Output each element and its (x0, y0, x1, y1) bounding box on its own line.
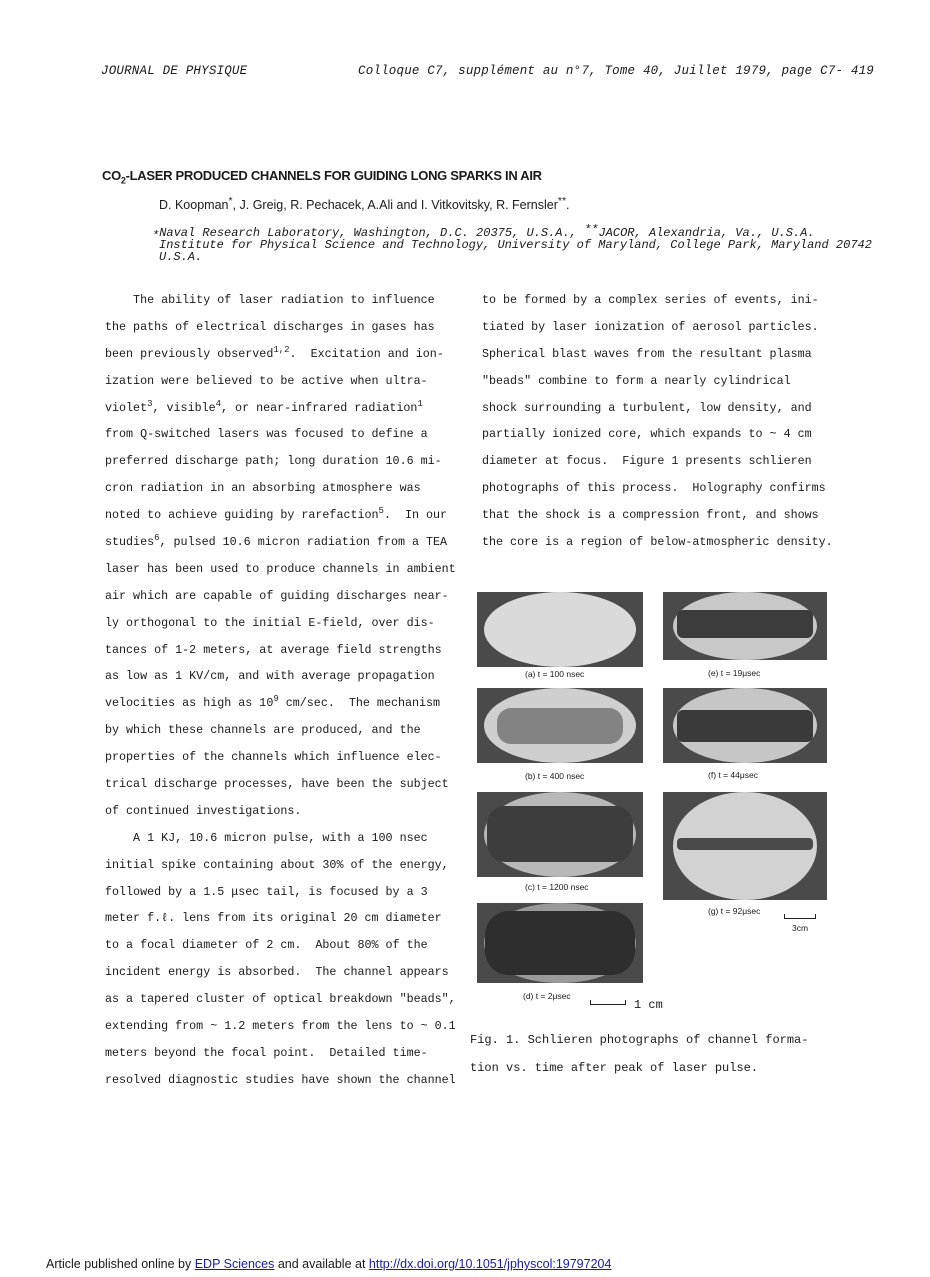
text-span: tances of 1-2 meters, at average field strengths (105, 642, 442, 657)
text-line (105, 852, 455, 879)
panel-e-label: (e) t = 19μsec (708, 668, 761, 678)
text-span: to a focal diameter of 2 cm. About 80% of the (105, 938, 428, 953)
title-rest: -LASER PRODUCED CHANNELS FOR GUIDING LONG SPARKS IN AIR (125, 168, 542, 183)
text-line (105, 932, 455, 959)
text-line (105, 744, 455, 771)
text-span: A 1 KJ, 10.6 micron pulse, with a 100 nsec (105, 830, 428, 845)
text-span: air which are capable of guiding discharges near- (105, 588, 449, 603)
panel-c-label: (c) t = 1200 nsec (525, 882, 589, 892)
text-span: velocities as high as 10 (105, 696, 274, 711)
text-line: to be formed by a complex series of events, ini- (482, 293, 819, 307)
text-span: violet (105, 400, 148, 415)
text-line (105, 556, 455, 583)
panel-b-photo (477, 688, 643, 763)
figure-caption-line-1: Fig. 1. Schlieren photographs of channel forma- (470, 1033, 809, 1047)
text-line (105, 825, 455, 852)
paper-title (102, 168, 542, 186)
panel-g-label: (g) t = 92μsec (708, 906, 761, 916)
panel-d-label: (d) t = 2μsec (523, 991, 571, 1001)
text-line (105, 475, 455, 502)
text-line: shock surrounding a turbulent, low density, and (482, 400, 812, 415)
text-line (105, 905, 455, 932)
scale-bar-large (590, 1000, 626, 1005)
text-line: Spherical blast waves from the resultant plasma (482, 346, 812, 361)
scale-bar-small (784, 914, 816, 919)
text-span: trical discharge processes, have been the subject (105, 777, 449, 792)
title-co: CO (102, 168, 121, 183)
affiliation-jacor: JACOR, Alexandria, Va., U.S.A. (598, 226, 815, 240)
reference-superscript: 4 (215, 398, 222, 409)
text-span: from Q-switched lasers was focused to define a (105, 427, 428, 442)
text-line: tiated by laser ionization of aerosol particles. (482, 319, 819, 334)
text-line (105, 717, 455, 744)
text-span: been previously observed (105, 346, 274, 361)
title-subscript: 2 (120, 175, 126, 186)
colloque-reference: Colloque C7, supplément au n°7, Tome 40, Juillet 1979, page C7- 419 (358, 64, 874, 78)
text-line (105, 368, 455, 395)
text-span: The ability of laser radiation to influence (105, 293, 435, 307)
panel-g-photo (663, 792, 827, 900)
affiliation-mark-1: * (152, 229, 160, 243)
text-line (105, 1040, 455, 1067)
text-line (105, 421, 455, 448)
author-rest: , J. Greig, R. Pechacek, A.Ali and I. Vitkovitsky, R. Fernsler (232, 198, 558, 213)
panel-a-label: (a) t = 100 nsec (525, 669, 585, 679)
left-column (105, 287, 455, 1094)
text-line (105, 798, 455, 825)
reference-superscript: 3 (147, 398, 153, 409)
text-line: photographs of this process. Holography confirms (482, 481, 826, 496)
text-line (105, 341, 455, 368)
reference-superscript: 5 (378, 506, 384, 517)
reference-superscript: 1 (417, 398, 423, 409)
text-line (105, 879, 455, 906)
text-line (105, 986, 455, 1013)
text-span: . In our (383, 508, 448, 523)
text-line (105, 583, 455, 610)
text-span: ization were believed to be active when ultra- (105, 373, 428, 388)
text-span: ly orthogonal to the initial E-field, over dis- (105, 615, 435, 630)
text-line (105, 610, 455, 637)
journal-name: JOURNAL DE PHYSIQUE (101, 64, 248, 78)
author-first: D. Koopman (159, 198, 229, 213)
panel-f-photo (663, 688, 827, 763)
text-span: cron radiation in an absorbing atmosphere was (105, 481, 421, 496)
text-line: partially ionized core, which expands to ~ 4 cm (482, 427, 812, 442)
doi-link[interactable]: http://dx.doi.org/10.1051/jphyscol:19797204 (368, 1257, 612, 1271)
text-line (105, 502, 455, 529)
text-span: of continued investigations. (105, 803, 302, 818)
text-line: "beads" combine to form a nearly cylindrical (482, 373, 791, 388)
text-line (105, 287, 455, 314)
reference-superscript: 1,2 (273, 344, 290, 355)
scale-label-small: 3cm (792, 923, 809, 933)
text-span: properties of the channels which influence elec- (105, 750, 442, 765)
panel-d-photo (477, 903, 643, 983)
panel-e-photo (663, 592, 827, 660)
text-span: laser has been used to produce channels in ambient (105, 561, 456, 576)
text-span: studies (105, 535, 155, 550)
text-span: cm/sec. The mechanism (278, 696, 441, 711)
text-line (105, 959, 455, 986)
text-span: initial spike containing about 30% of the energy, (105, 857, 449, 872)
text-line (105, 771, 455, 798)
footer-prefix: Article published online by (46, 1257, 195, 1271)
text-line (105, 448, 455, 475)
figure-caption-line-2: tion vs. time after peak of laser pulse. (470, 1061, 759, 1075)
text-line (105, 529, 455, 556)
text-span: preferred discharge path; long duration 10.6 mi- (105, 454, 442, 469)
affiliation-line-2: Institute for Physical Science and Technology, University of Maryland, College Park, Maryland 20742 (159, 238, 872, 252)
text-line: the core is a region of below-atmospheric density. (482, 535, 833, 550)
panel-c-photo (477, 792, 643, 877)
text-span: , pulsed 10.6 micron radiation from a TEA (159, 535, 448, 550)
affiliation-mark-2: ** (584, 223, 599, 237)
text-span: the paths of electrical discharges in gases has (105, 319, 435, 334)
text-line: diameter at focus. Figure 1 presents schlieren (482, 454, 812, 469)
text-span: incident energy is absorbed. The channel appears (105, 965, 449, 980)
panel-b-label: (b) t = 400 nsec (525, 771, 585, 781)
text-span: as a tapered cluster of optical breakdown "beads", (105, 992, 456, 1007)
panel-f-label: (f) t = 44μsec (708, 770, 759, 780)
reference-superscript: 9 (273, 694, 279, 705)
text-span: followed by a 1.5 μsec tail, is focused by a 3 (105, 884, 428, 899)
text-line (105, 395, 455, 422)
reference-superscript: 6 (154, 533, 160, 544)
text-span: extending from ~ 1.2 meters from the lens to ~ 0.1 (105, 1019, 456, 1034)
affiliation-line-3: U.S.A. (159, 250, 203, 264)
footer (46, 1257, 611, 1271)
text-span: meters beyond the focal point. Detailed time- (105, 1045, 428, 1060)
author-list (159, 196, 570, 212)
edp-sciences-link[interactable]: EDP Sciences (194, 1257, 275, 1271)
author-end: . (566, 198, 570, 213)
text-span: as low as 1 KV/cm, and with average propagation (105, 669, 435, 684)
author-mark-1: * (228, 196, 233, 207)
figure-1 (470, 585, 840, 1025)
text-line: that the shock is a compression front, and shows (482, 508, 819, 523)
text-line (105, 1013, 455, 1040)
text-span: . Excitation and ion- (289, 346, 444, 361)
text-line (105, 314, 455, 341)
footer-middle: and available at (274, 1257, 369, 1271)
text-span: , visible (152, 400, 216, 415)
panel-a-photo (477, 592, 643, 667)
text-span: by which these channels are produced, and the (105, 723, 421, 738)
affiliation-nrl: Naval Research Laboratory, Washington, D.C. 20375, U.S.A., (159, 226, 585, 240)
text-span: noted to achieve guiding by rarefaction (105, 508, 379, 523)
text-span: , or near-infrared radiation (221, 400, 418, 415)
text-line (105, 690, 455, 717)
right-column (482, 287, 833, 556)
text-span: meter f.ℓ. lens from its original 20 cm diameter (105, 911, 442, 926)
scale-label-large: 1 cm (634, 998, 663, 1012)
text-line (105, 1067, 455, 1094)
text-line (105, 663, 455, 690)
text-line (105, 637, 455, 664)
text-span: resolved diagnostic studies have shown the channel (105, 1072, 456, 1087)
author-mark-2: ** (557, 196, 567, 207)
